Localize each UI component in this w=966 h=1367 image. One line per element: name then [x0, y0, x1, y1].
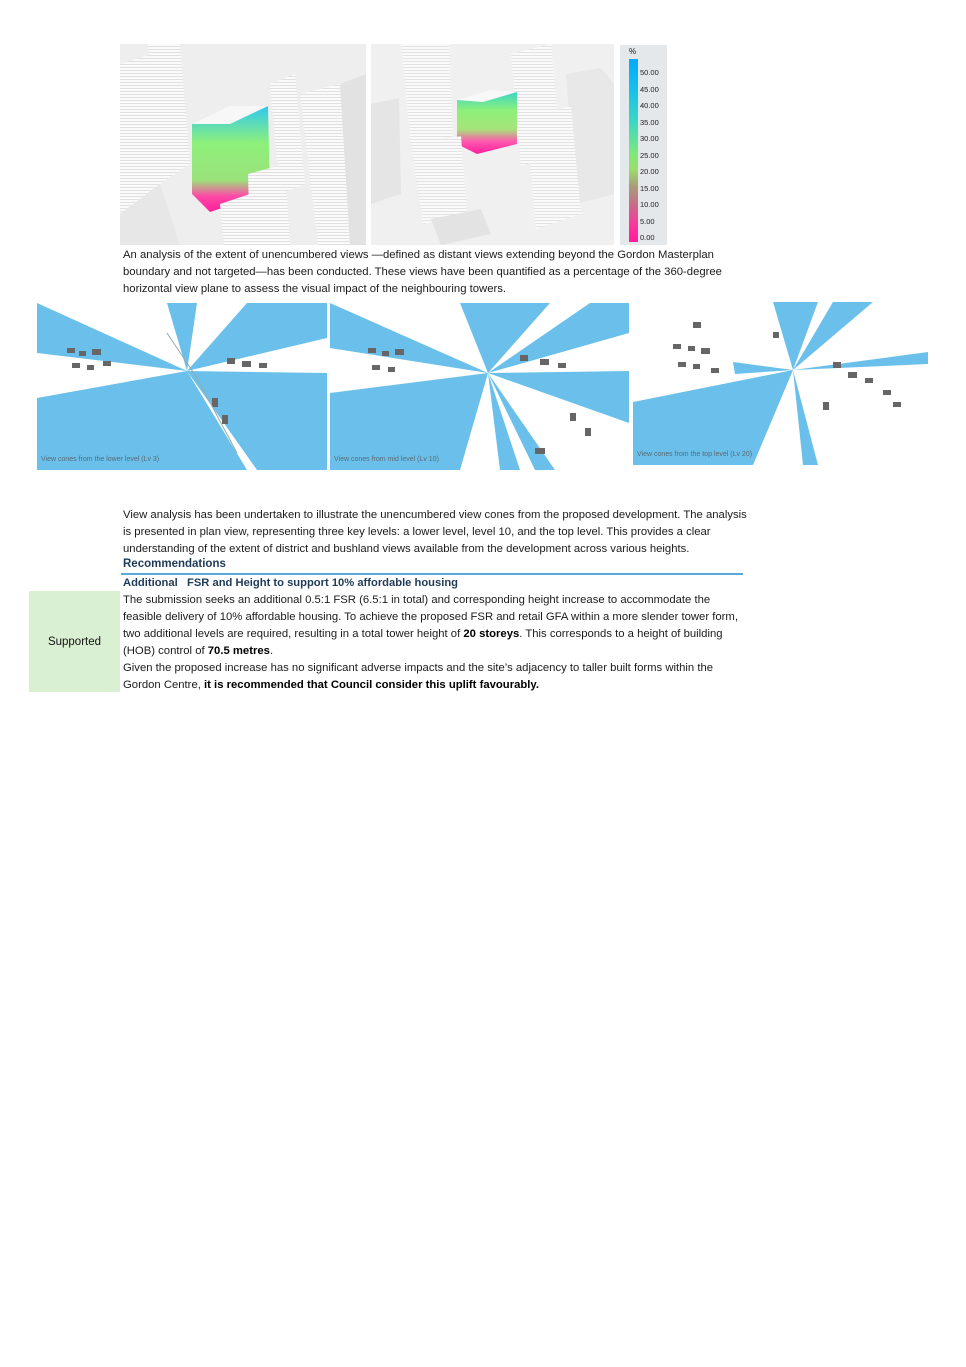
legend-color-ramp — [629, 59, 638, 242]
view-cone-plan-graphic-1 — [37, 303, 327, 470]
massing-render-graphic-1 — [120, 44, 366, 245]
legend-tick: 25.00 — [640, 151, 659, 160]
recommendations-divider — [121, 573, 743, 575]
map-caption: View cones from mid level (Lv 10) — [334, 456, 439, 463]
legend-tick: 20.00 — [640, 167, 659, 176]
recommendation-paragraph-1: The submission seeks an additional 0.5:1 FSR (6.5:1 in total) and corresponding height increase to accommodate the feasible delivery of 10% affordable housing. To achieve the proposed FSR and retail GFA within a more slender tower form, two additional levels are required, resulting in a total tower height of 20 storeys. This corresponds to a height of building (HOB) control of 70.5 metres. — [123, 594, 738, 657]
storeys-value: 20 storeys — [463, 628, 520, 640]
legend-unit: % — [629, 47, 637, 56]
view-analysis-render-perspective-1 — [120, 44, 366, 245]
legend-tick: 5.00 — [640, 217, 655, 226]
hob-value: 70.5 metres — [207, 645, 270, 657]
massing-render-graphic-2 — [371, 44, 614, 245]
recommendation-paragraph-2: Given the proposed increase has no significant adverse impacts and the site’s adjacency to taller built forms within the Gordon Centre, it is recommended that Council consider this uplift favourably. — [123, 662, 714, 691]
view-cone-map-top-level — [633, 302, 928, 465]
legend-tick: 50.00 — [640, 68, 659, 77]
legend-tick: 15.00 — [640, 184, 659, 193]
map-caption: View cones from the lower level (Lv 3) — [41, 456, 160, 463]
legend-tick: 40.00 — [640, 101, 659, 110]
legend-tick: 45.00 — [640, 85, 659, 94]
view-percentage-legend — [620, 45, 667, 245]
view-cone-plan-graphic-2 — [330, 303, 629, 470]
view-analysis-paragraph: View analysis has been undertaken to illustrate the unencumbered view cones from the proposed development. The analysis is presented in plan view, representing three key levels: a lower level, level 10, and the top level. This provides a clear understanding of the extent of district and bushland views available from the development across various heights. — [123, 509, 747, 555]
view-cone-plan-graphic-3 — [633, 302, 928, 465]
map-caption: View cones from the top level (Lv 20) — [637, 451, 753, 458]
legend-tick: 10.00 — [640, 200, 659, 209]
view-cone-map-lower-level — [37, 303, 327, 470]
status-label: Supported — [47, 635, 102, 648]
recommendation-subheading: Additional FSR and Height to support 10% affordable housing — [123, 577, 459, 589]
view-cone-map-mid-level — [330, 303, 629, 470]
recommendations-heading: Recommendations — [123, 558, 226, 570]
unencumbered-views-paragraph: An analysis of the extent of unencumbered views —defined as distant views extending beyond the Gordon Masterplan boundary and not targeted—has been conducted. These views have been quantified as a percentage of the 360-degree horizontal view plane to assess the visual impact of the neighbouring towers. — [123, 249, 722, 295]
legend-tick: 0.00 — [640, 233, 655, 242]
recommendation-conclusion: it is recommended that Council consider this uplift favourably. — [204, 679, 539, 691]
legend-tick: 30.00 — [640, 134, 659, 143]
view-analysis-render-perspective-2 — [371, 44, 614, 245]
legend-tick: 35.00 — [640, 118, 659, 127]
recommendation-body — [123, 592, 748, 694]
status-supported-cell — [29, 591, 120, 692]
